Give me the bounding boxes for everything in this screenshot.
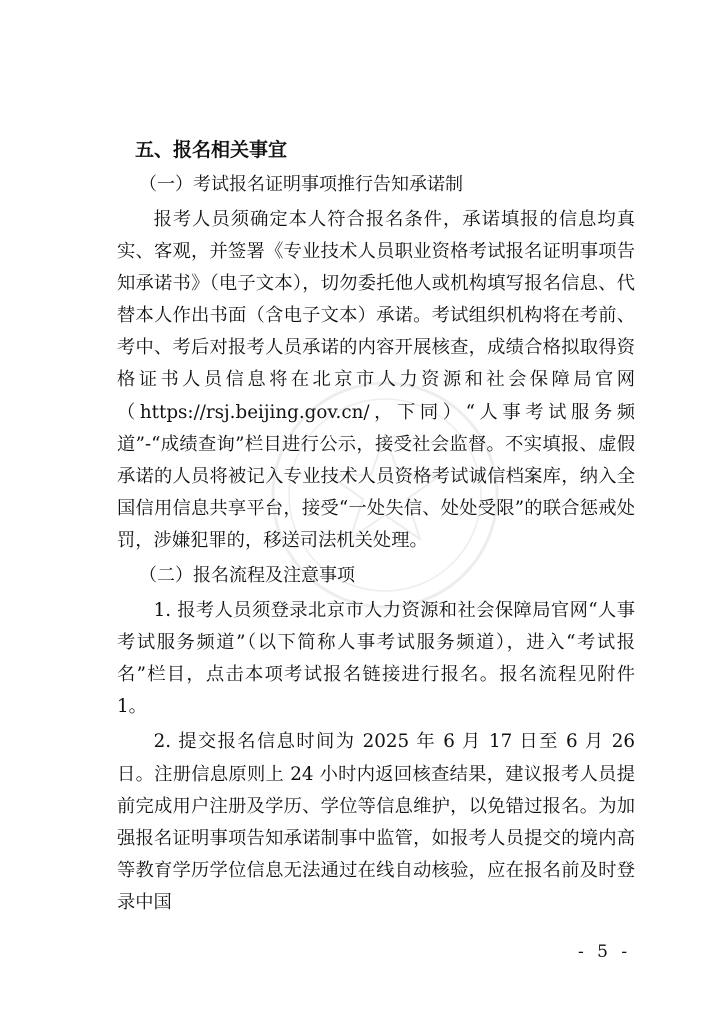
document-body [117,134,635,919]
page-number: - 5 - [578,942,632,962]
subsection-1-paragraph: 报考人员须确定本人符合报名条件，承诺填报的信息均真实、客观，并签署《专业技术人员职业资格考试报名证明事项告知承诺书》（电子文本），切勿委托他人或机构填写报名信息、代替本人作出书面（含电子文本）承诺。考试组织机构将在考前、考中、考后对报考人员承诺的内容开展核查，成绩合格拟取得资格证书人员信息将在北京市人力资源和社会保障局官网（https://rsj.beijing.gov.cn/，下同）“人事考试服务频道”-“成绩查询”栏目进行公示，接受社会监督。不实填报、虚假承诺的人员将被记入专业技术人员资格考试诚信档案库，纳入全国信用信息共享平台，接受“一处失信、处处受限”的联合惩戒处罚，涉嫌犯罪的，移送司法机关处理。 [117,209,635,551]
subsection-2-item-2: 2. 提交报名信息时间为 2025 年 6 月 17 日至 6 月 26 日。注册信息原则上 24 小时内返回核查结果，建议报考人员提前完成用户注册及学历、学位等信息维护，以免错过报名。为加强报名证明事项告知承诺制事中监管，如报考人员提交的境内高等教育学历学位信息无法通过在线自动核验，应在报名前及时登录中国 [117,731,635,913]
section-heading: 五、报名相关事宜 [135,139,288,161]
subsection-2-title: （二）报名流程及注意事项 [139,565,355,587]
subsection-1-title: （一）考试报名证明事项推行告知承诺制 [139,174,463,195]
subsection-2-item-1: 1. 报考人员须登录北京市人力资源和社会保障局官网“人事考试服务频道”（以下简称人事考试服务频道），进入“考试报名”栏目，点击本项考试报名链接进行报名。报名流程见附件 1。 [117,600,635,718]
